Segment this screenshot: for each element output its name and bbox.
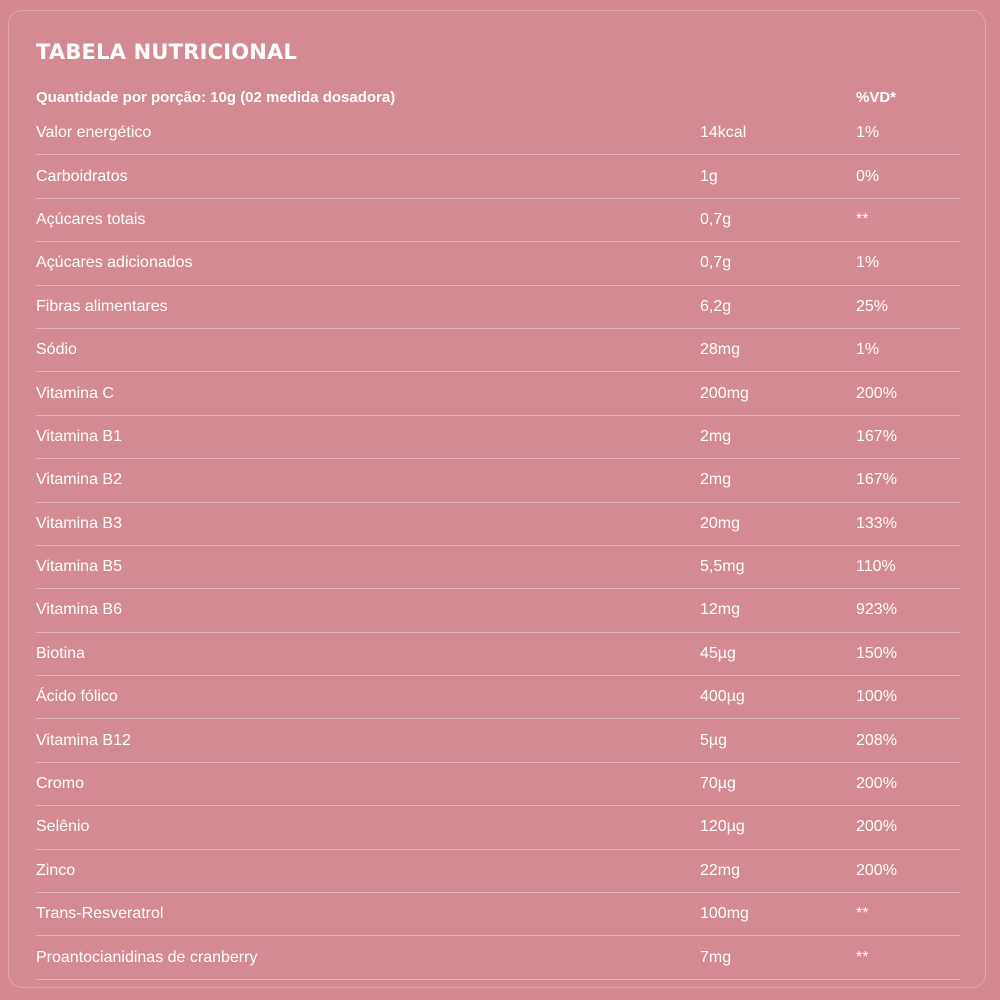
table-row [36, 155, 960, 198]
nutrient-amount: 6,2g [700, 297, 732, 315]
nutrient-name: Proantocianidinas de cranberry [36, 948, 258, 966]
nutrient-name: Açúcares totais [36, 210, 146, 228]
nutrient-amount: 2mg [700, 471, 732, 489]
nutrient-name: Vitamina B5 [36, 558, 122, 576]
nutrient-amount: 14kcal [700, 124, 747, 142]
nutrient-amount: 12mg [700, 601, 741, 619]
nutrient-daily-value: 25% [856, 297, 889, 315]
nutrient-daily-value: 133% [856, 514, 897, 532]
table-row [36, 286, 960, 329]
nutrient-name: Cromo [36, 775, 85, 793]
nutrient-name: Trans-Resveratrol [36, 905, 164, 923]
nutrient-daily-value: ** [856, 905, 869, 923]
nutrient-name: Vitamina B12 [36, 731, 131, 749]
table-row [36, 893, 960, 936]
nutrient-daily-value: 167% [856, 427, 897, 445]
nutrient-amount: 5,5mg [700, 558, 745, 576]
nutrient-amount: 20mg [700, 514, 741, 532]
table-row [36, 719, 960, 762]
nutrient-daily-value: 150% [856, 644, 897, 662]
nutrient-name: Vitamina B3 [36, 514, 122, 532]
serving-size-label: Quantidade por porção: 10g (02 medida dosadora) [36, 89, 396, 106]
table-header-row [36, 89, 960, 111]
nutrient-name: Biotina [36, 644, 85, 662]
nutrient-name: Vitamina B2 [36, 471, 122, 489]
nutrient-amount: 120µg [700, 818, 745, 836]
nutrient-amount: 70µg [700, 775, 736, 793]
nutrition-rows [36, 112, 960, 980]
nutrient-name: Selênio [36, 818, 90, 836]
nutrient-amount: 0,7g [700, 210, 732, 228]
table-row [36, 329, 960, 372]
nutrient-amount: 100mg [700, 905, 749, 923]
nutrient-amount: 45µg [700, 644, 736, 662]
nutrient-name: Fibras alimentares [36, 297, 168, 315]
table-row [36, 589, 960, 632]
table-row [36, 936, 960, 979]
table-row [36, 372, 960, 415]
nutrient-name: Zinco [36, 861, 76, 879]
nutrient-name: Valor energético [36, 124, 152, 142]
table-row [36, 806, 960, 849]
nutrient-name: Ácido fólico [36, 688, 118, 706]
nutrient-daily-value: 923% [856, 601, 897, 619]
nutrient-amount: 0,7g [700, 254, 732, 272]
table-title: TABELA NUTRICIONAL [36, 40, 298, 64]
nutrient-daily-value: 1% [856, 254, 880, 272]
nutrient-daily-value: 200% [856, 384, 897, 402]
nutrient-name: Vitamina C [36, 384, 114, 402]
nutrient-name: Vitamina B1 [36, 427, 122, 445]
nutrient-daily-value: 0% [856, 167, 880, 185]
nutrient-daily-value: ** [856, 948, 869, 966]
nutrient-amount: 5µg [700, 731, 728, 749]
nutrient-amount: 22mg [700, 861, 741, 879]
table-row [36, 242, 960, 285]
nutrient-daily-value: 100% [856, 688, 897, 706]
nutrient-daily-value: 110% [856, 558, 896, 576]
table-row [36, 459, 960, 502]
nutrient-daily-value: 167% [856, 471, 897, 489]
nutrient-name: Carboidratos [36, 167, 128, 185]
nutrient-daily-value: 200% [856, 775, 897, 793]
nutrient-daily-value: ** [856, 210, 869, 228]
nutrient-name: Vitamina B6 [36, 601, 122, 619]
nutrient-amount: 2mg [700, 427, 732, 445]
table-row [36, 633, 960, 676]
nutrient-name: Açúcares adicionados [36, 254, 193, 272]
nutrient-amount: 7mg [700, 948, 732, 966]
nutrient-daily-value: 1% [856, 124, 880, 142]
table-row [36, 676, 960, 719]
nutrient-amount: 1g [700, 167, 718, 185]
table-row [36, 546, 960, 589]
nutrient-amount: 200mg [700, 384, 749, 402]
nutrient-amount: 400µg [700, 688, 745, 706]
nutrient-daily-value: 208% [856, 731, 897, 749]
table-row [36, 763, 960, 806]
nutrient-daily-value: 200% [856, 861, 897, 879]
table-row [36, 416, 960, 459]
table-row [36, 850, 960, 893]
table-row [36, 112, 960, 155]
nutrient-daily-value: 1% [856, 341, 880, 359]
nutrient-daily-value: 200% [856, 818, 897, 836]
nutrient-amount: 28mg [700, 341, 741, 359]
table-row [36, 503, 960, 546]
daily-value-header: %VD* [856, 89, 897, 106]
nutrient-name: Sódio [36, 341, 77, 359]
table-row [36, 199, 960, 242]
